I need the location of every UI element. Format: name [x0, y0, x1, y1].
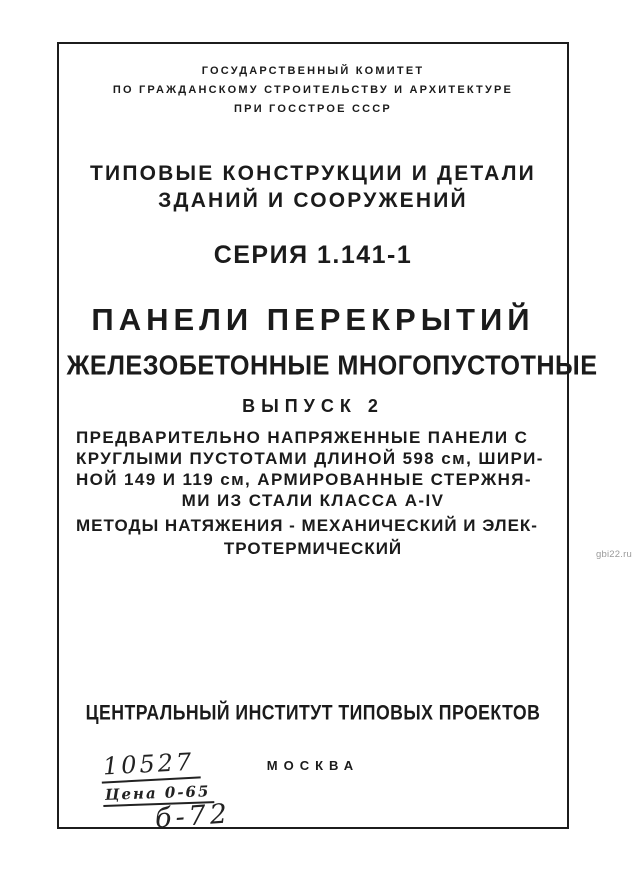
committee-header	[59, 62, 567, 119]
page-border-frame	[57, 42, 598, 835]
handwritten-number: 10527	[100, 747, 201, 783]
methods-line-1: МЕТОДЫ НАТЯЖЕНИЯ - МЕХАНИЧЕСКИЙ И ЭЛЕК-	[76, 516, 538, 535]
handwritten-price: Цена 0-65	[103, 782, 215, 807]
main-title-line-2: ЖЕЛЕЗОБЕТОННЫЕ МНОГОПУСТОТНЫЕ	[66, 349, 598, 381]
methods-line-2: ТРОТЕРМИЧЕСКИЙ	[223, 539, 403, 558]
description-line-4: МИ ИЗ СТАЛИ КЛАССА А-IV	[181, 491, 445, 510]
series-title-line-2: ЗДАНИЙ И СООРУЖЕНИЙ	[158, 189, 468, 212]
description-line-1: ПРЕДВАРИТЕЛЬНО НАПРЯЖЕННЫЕ ПАНЕЛИ С	[76, 428, 529, 447]
committee-header-line-3: ПРИ ГОССТРОЕ СССР	[234, 103, 392, 115]
description-line-2: КРУГЛЫМИ ПУСТОТАМИ ДЛИНОЙ 598 см, ШИРИ-	[76, 449, 544, 468]
committee-header-line-2: ПО ГРАЖДАНСКОМУ СТРОИТЕЛЬСТВУ И АРХИТЕКТУРЕ	[112, 84, 514, 96]
series-number: СЕРИЯ 1.141-1	[213, 241, 413, 269]
description-line-3: НОЙ 149 И 119 см, АРМИРОВАННЫЕ СТЕРЖНЯ-	[76, 470, 532, 489]
institute-name: ЦЕНТРАЛЬНЫЙ ИНСТИТУТ ТИПОВЫХ ПРОЕКТОВ	[85, 701, 541, 725]
series-title-line-1: ТИПОВЫЕ КОНСТРУКЦИИ И ДЕТАЛИ	[90, 162, 536, 185]
description-paragraph	[59, 427, 567, 511]
city-label: МОСКВА	[266, 758, 360, 773]
main-title-line-1: ПАНЕЛИ ПЕРЕКРЫТИЙ	[91, 302, 535, 337]
handwritten-year-code: б-72	[154, 798, 232, 835]
issue-label: ВЫПУСК 2	[242, 396, 384, 416]
methods-paragraph	[59, 514, 567, 560]
committee-header-line-1: ГОСУДАРСТВЕННЫЙ КОМИТЕТ	[201, 65, 425, 77]
site-watermark: gbi22.ru	[596, 549, 632, 560]
series-title	[59, 160, 567, 214]
